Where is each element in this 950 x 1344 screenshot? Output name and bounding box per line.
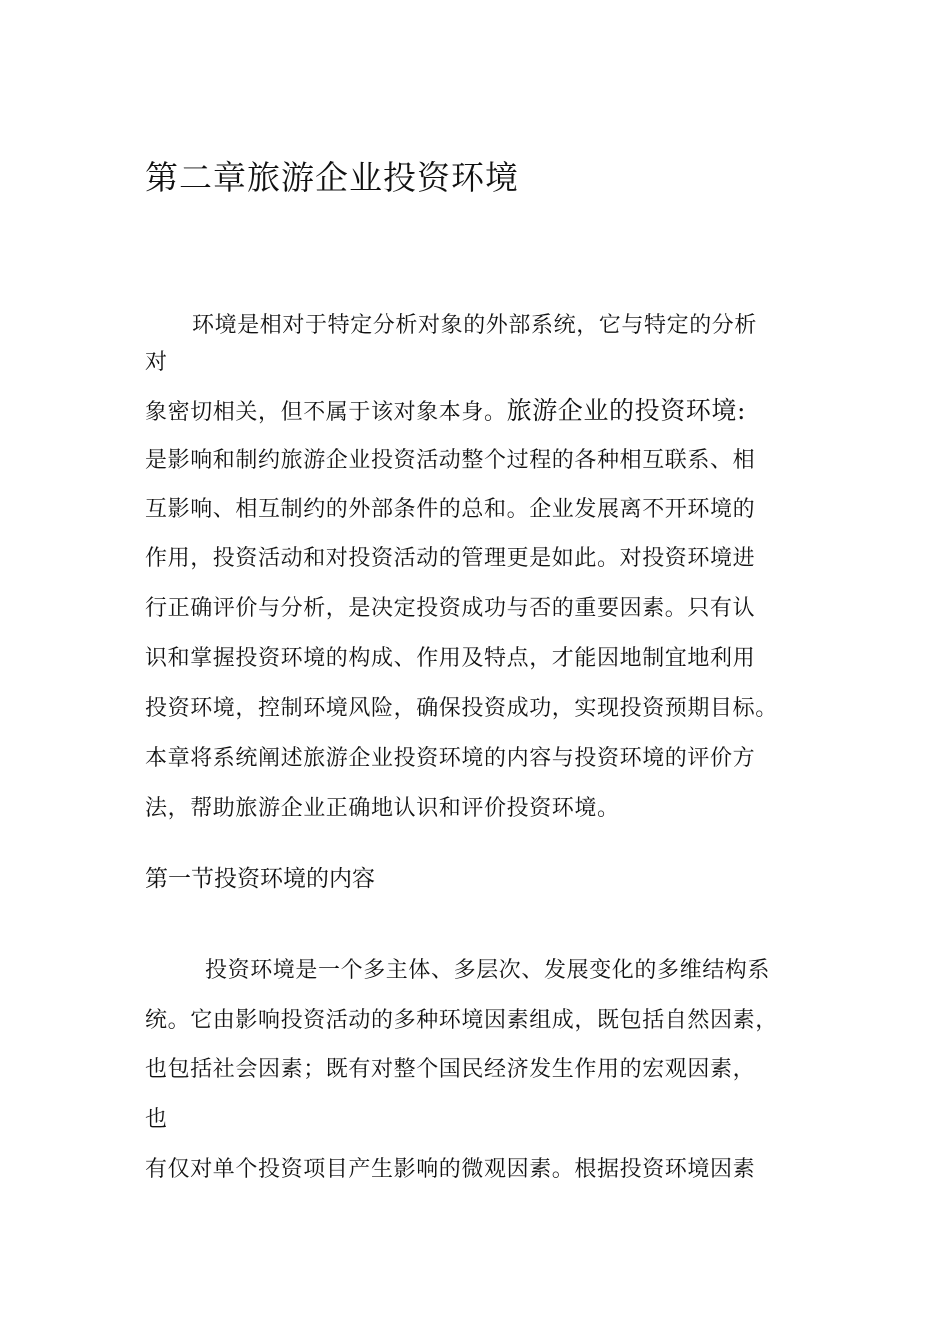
paragraph1-line10: 本章将系统阐述旅游企业投资环境的内容与投资环境的评价方 <box>145 746 756 771</box>
paragraph2-line1: 投资环境是一个多主体、多层次、发展变化的多维结构系 <box>205 958 771 983</box>
paragraph1-line2: 对 <box>145 350 168 375</box>
section-title: 第一节投资环境的内容 <box>145 866 375 892</box>
paragraph2-line4: 也 <box>145 1107 168 1132</box>
paragraph2-line3: 也包括社会因素；既有对整个国民经济发生作用的宏观因素， <box>145 1057 756 1082</box>
paragraph1-line8: 识和掌握投资环境的构成、作用及特点，才能因地制宜地利用 <box>145 646 756 671</box>
key-term-tourism-investment-environment: 旅游企业的投资环境: <box>506 396 747 425</box>
paragraph1-line4: 是影响和制约旅游企业投资活动整个过程的各种相互联系、相 <box>145 448 756 473</box>
paragraph1-line6: 作用，投资活动和对投资活动的管理更是如此。对投资环境进 <box>145 546 756 571</box>
paragraph1-line1: 环境是相对于特定分析对象的外部系统，它与特定的分析 <box>192 313 758 338</box>
paragraph1-line7: 行正确评价与分析，是决定投资成功与否的重要因素。只有认 <box>145 596 756 621</box>
paragraph1-line3 <box>145 396 746 428</box>
chapter-title: 第二章旅游企业投资环境 <box>145 158 519 197</box>
paragraph2-line5: 有仅对单个投资项目产生影响的微观因素。根据投资环境因素 <box>145 1157 756 1182</box>
paragraph1-line3-text: 象密切相关，但不属于该对象本身。 <box>145 400 507 425</box>
paragraph1-line5: 互影响、相互制约的外部条件的总和。企业发展离不开环境的 <box>145 497 756 522</box>
paragraph2-line2: 统。它由影响投资活动的多种环境因素组成，既包括自然因素， <box>145 1008 778 1033</box>
paragraph1-line11: 法，帮助旅游企业正确地认识和评价投资环境。 <box>145 796 620 821</box>
paragraph1-line9: 投资环境，控制环境风险，确保投资成功，实现投资预期目标。 <box>145 696 778 721</box>
